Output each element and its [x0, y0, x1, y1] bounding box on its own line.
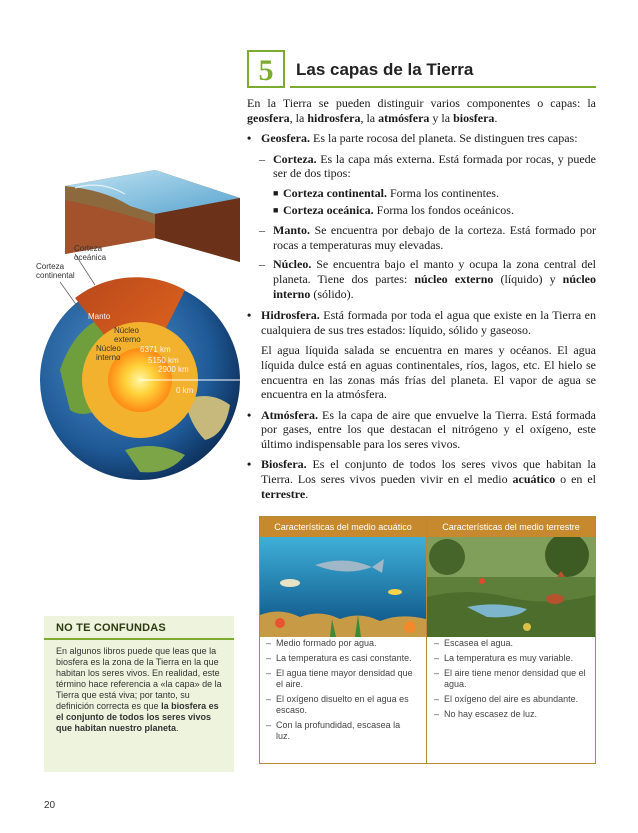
earth-layers-illustration [35, 150, 245, 490]
list-terrestre [434, 638, 589, 724]
hidrosfera-item: • Hidrosfera. Está formada por toda el agua que existe en la Tierra en cualquiera de sus tres estados: líquido, sólido y gaseoso. [247, 308, 596, 337]
label-manto: Manto [88, 312, 111, 321]
list-acuatico [266, 638, 416, 746]
corteza-item: – Corteza. Es la capa más externa. Está formada por rocas, y puede ser de dos tipos: [259, 151, 596, 181]
list-item: – No hay escasez de luz. [434, 709, 589, 720]
terrestrial-image [427, 537, 595, 637]
list-item: – Escasea el agua. [434, 638, 589, 649]
list-item: – El oxígeno del aire es abundante. [434, 694, 589, 705]
header-acuatico: Características del medio acuático [260, 517, 426, 537]
main-text-column [247, 96, 596, 507]
list-item: – Con la profundidad, escasea la luz. [266, 720, 416, 742]
note-text: En algunos libros puede que leas que la biosfera es la zona de la Tierra en la que habitan los seres vivos. En realidad, este término hace referencia a «la capa» de la Tierra que está viva; por tanto, su definición correcta es que la biosfera es el conjunto de todos los seres vivos que habitan nuestro planeta. [56, 646, 222, 733]
label-corteza-continental: Corteza continental [36, 262, 75, 280]
label-6371km: 6371 km [140, 345, 171, 354]
list-item: – El oxígeno disuelto en el agua es escaso. [266, 694, 416, 716]
note-divider [44, 638, 234, 640]
note-box [44, 616, 234, 772]
label-2900km: 2900 km [158, 365, 189, 374]
section-number: 5 [247, 50, 285, 88]
list-item: – Medio formado por agua. [266, 638, 416, 649]
page-number: 20 [44, 800, 56, 811]
aquatic-image [260, 537, 426, 637]
list-item: – El agua tiene mayor densidad que el aire. [266, 668, 416, 690]
table-divider [426, 517, 427, 763]
label-0km: 0 km [176, 386, 194, 395]
hidrosfera-paragraph: El agua líquida salada se encuentra en mares y océanos. El agua líquida dulce está en aguas continentales, ríos, lagos, etc. El hielo se encuentra en las zonas más frías del planeta. El vapor de agua se encuentra en la atmósfera. [261, 343, 596, 402]
section-title: Las capas de la Tierra [296, 60, 474, 79]
leader-line [60, 282, 80, 310]
manto-item: – Manto. Se encuentra por debajo de la corteza. Está formado por rocas a temperaturas muy elevadas. [259, 223, 596, 252]
section-title-bar [290, 50, 596, 88]
corteza-oceanica-item: ■ Corteza oceánica. Forma los fondos oceánicos. [273, 202, 514, 217]
geosfera-item: • Geosfera. Es la parte rocosa del planeta. Se distinguen tres capas: [247, 131, 596, 146]
nucleo-item: – Núcleo. Se encuentra bajo el manto y ocupa la zona central del planeta. Tiene dos partes: núcleo externo (líquido) y núcleo interno (sólido). [259, 257, 597, 301]
corteza-continental-item: ■ Corteza continental. Forma los continentes. [273, 185, 499, 200]
label-5150km: 5150 km [148, 356, 179, 365]
label-corteza-oceanica: Corteza oceánica [74, 244, 107, 262]
header-terrestre: Características del medio terrestre [427, 517, 595, 537]
intro-paragraph: En la Tierra se pueden distinguir varios componentes o capas: la geosfera, la hidrosfera, la atmósfera y la biosfera. [247, 96, 596, 125]
label-nucleo-externo: Núcleo externo [114, 326, 141, 344]
list-item: – La temperatura es casi constante. [266, 653, 416, 664]
biosfera-item: • Biosfera. Es el conjunto de todos los seres vivos que habitan la Tierra. Los seres vivos pueden vivir en el medio acuático o en el terrestre. [247, 457, 596, 501]
atmosfera-item: • Atmósfera. Es la capa de aire que envuelve la Tierra. Está formada por gases, entre los que destacan el nitrógeno y el oxígeno, este último indispensable para los seres vivos. [247, 408, 596, 452]
list-item: – La temperatura es muy variable. [434, 653, 589, 664]
list-item: – El aire tiene menor densidad que el agua. [434, 668, 589, 690]
label-nucleo-interno: Núcleo interno [96, 344, 121, 362]
environment-table [259, 516, 596, 764]
note-title: NO TE CONFUNDAS [56, 622, 166, 634]
